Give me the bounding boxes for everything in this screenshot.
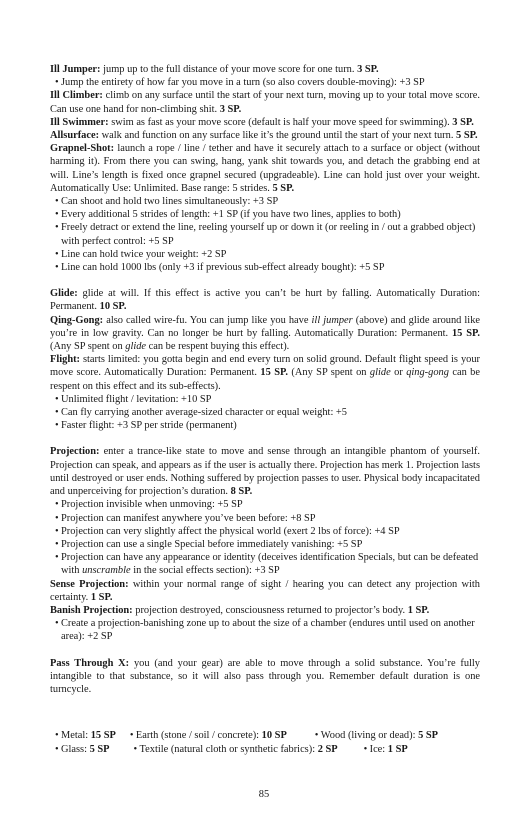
- bullet-text: Unlimited flight / levitation: +10 SP: [61, 393, 212, 405]
- material-option: [55, 729, 116, 742]
- effect-note: (Any SP spent on: [50, 341, 123, 353]
- sub-effect-bullet: [50, 393, 480, 406]
- material-name: Textile (natural cloth or synthetic fabrics):: [139, 744, 316, 755]
- materials-row-1: [50, 729, 485, 742]
- effect-title: Qing-Gong:: [50, 314, 104, 326]
- bullet-text: Projection can very slightly affect the physical world (exert 2 lbs of force): +4 SP: [61, 525, 400, 537]
- bullet-text: Projection can use a single Special before immediately vanishing: +5 SP: [61, 538, 363, 550]
- effect-entry: [50, 89, 480, 115]
- materials-row-2: [50, 743, 485, 756]
- material-cost: 2 SP: [317, 744, 338, 755]
- sub-effect-bullet: [50, 538, 480, 551]
- material-option: [315, 729, 438, 742]
- effect-reference: glide: [125, 341, 147, 353]
- bullet-text: Create a projection-banishing zone up to about the size of a chamber (endures until used on another area): +2 SP: [61, 618, 475, 643]
- effect-cost: 8 SP.: [230, 486, 253, 498]
- bullet-text: Faster flight: +3 SP per stride (permanent): [61, 420, 237, 432]
- page-number: 85: [258, 789, 270, 800]
- material-name: Ice:: [369, 744, 386, 755]
- bullet-text: Line can hold 1000 lbs (only +3 if previous sub-effect already bought): +5 SP: [61, 262, 385, 274]
- material-cost: 5 SP: [89, 744, 110, 755]
- effect-reference: ill jumper: [311, 314, 353, 326]
- section-gap: [50, 644, 480, 657]
- effect-note: or: [394, 367, 403, 379]
- sub-effect-bullet: [50, 221, 480, 247]
- bullet-text: Line can hold twice your weight: +2 SP: [61, 248, 227, 260]
- material-option: [55, 743, 110, 756]
- effect-description: walk and function on any surface like it’s the ground until the start of your next turn.: [101, 130, 454, 142]
- effect-description: enter a trance-like state to move and sense through an intangible phantom of yourself. Projection can speak, and appears as if the user is actually there. Projection has merk 1. Projection lasts until destroyed or user ends. Nothing suffered by projection passes to user. Physical body incapacitated and unperceiving for projection’s duration.: [50, 446, 480, 498]
- effect-description: projection destroyed, consciousness returned to projector’s body.: [135, 604, 406, 616]
- effect-entry: [50, 314, 480, 354]
- effect-title: Flight:: [50, 354, 81, 366]
- sub-effect-bullet: [50, 406, 480, 419]
- sub-effect-bullet: [50, 76, 480, 89]
- effect-cost: 3 SP.: [357, 64, 379, 75]
- effect-title: Ill Climber:: [50, 90, 103, 102]
- material-cost: 15 SP: [90, 730, 116, 741]
- sub-effect-bullet: [50, 261, 480, 274]
- effect-description: climb on any surface until the start of your next turn, moving up to your total move score. Can use one hand for non-climbing shit.: [50, 90, 480, 115]
- effect-entry: [50, 657, 480, 697]
- effect-entry: [50, 578, 480, 604]
- effect-entry: [50, 142, 480, 195]
- effect-title: Glide:: [50, 288, 78, 300]
- sub-effect-bullet: [50, 419, 480, 432]
- effect-entry: [50, 353, 480, 393]
- bullet-text: Can shoot and hold two lines simultaneously: +3 SP: [61, 196, 279, 208]
- sub-effect-bullet: [50, 617, 480, 643]
- bullet-text: Can fly carrying another average-sized character or equal weight: +5: [61, 407, 347, 419]
- sub-effect-bullet: [50, 551, 480, 577]
- effect-note: can be respent buying this effect).: [148, 341, 290, 353]
- section-gap: [50, 432, 480, 445]
- bullet-text: Projection invisible when unmoving: +5 SP: [61, 499, 243, 511]
- effect-description: starts limited: you gotta begin and end every turn on solid ground. Default flight speed is your move score. Automatically Duration: Permanent.: [50, 354, 480, 379]
- effect-description: swim as fast as your move score (default is half your move speed for swimming).: [111, 116, 450, 128]
- bullet-text: Jump the entirety of how far you move in a turn (so also covers double-moving): +3 SP: [61, 77, 425, 89]
- effect-description: (above) and glide around like you’re in low gravity. Can no longer be hurt by falling. Automatically Duration: Permanent.: [50, 314, 480, 339]
- effect-title: Sense Projection:: [50, 578, 129, 590]
- material-name: Earth (stone / soil / concrete):: [135, 730, 260, 741]
- effect-entry: [50, 604, 480, 617]
- material-name: Glass:: [61, 744, 87, 755]
- bullet-text: Every additional 5 strides of length: +1 SP (if you have two lines, applies to both): [61, 209, 401, 221]
- effect-cost: 15 SP.: [451, 327, 480, 339]
- effect-entry: [50, 445, 480, 498]
- effect-cost: 1 SP.: [90, 591, 113, 603]
- sub-effect-bullet: [50, 498, 480, 511]
- effect-note: (Any SP spent on: [291, 367, 367, 379]
- sub-effect-bullet: [50, 248, 480, 261]
- section-gap: [50, 274, 480, 287]
- bullet-italic-term: unscramble: [82, 565, 131, 577]
- material-cost: 5 SP: [418, 730, 439, 741]
- effect-cost: 15 SP.: [260, 367, 288, 379]
- material-option: [130, 729, 287, 742]
- effect-description: jump up to the full distance of your move score for one turn.: [103, 64, 355, 75]
- effect-description: you (and your gear) are able to move through a solid substance. You’re fully intangible to that substance, so it will also pass through you. Remember default duration is one turncycle.: [50, 657, 480, 695]
- effect-cost: 3 SP.: [219, 103, 242, 115]
- sub-effect-bullet: [50, 525, 480, 538]
- effect-title: Grapnel-Shot:: [50, 143, 115, 155]
- effect-cost: 3 SP.: [452, 116, 474, 128]
- sub-effect-bullet: [50, 208, 480, 221]
- effect-description: also called wire-fu. You can jump like you have: [106, 314, 309, 326]
- effect-entry: [50, 116, 480, 129]
- sub-effect-bullet: [50, 512, 480, 525]
- effect-title: Banish Projection:: [50, 604, 133, 616]
- bullet-text: Projection can have any appearance or identity (deceives identification Specials, but can be defeated with: [61, 552, 479, 577]
- material-name: Metal:: [61, 730, 89, 741]
- effect-entry: [50, 63, 480, 76]
- material-option: [134, 743, 338, 756]
- effect-title: Ill Jumper:: [50, 64, 101, 75]
- effect-description: glide at will. If this effect is active you can’t be hurt by falling. Automatically Duration: Permanent.: [50, 288, 480, 313]
- sub-effect-bullet: [50, 195, 480, 208]
- effect-cost: 1 SP.: [407, 604, 430, 616]
- material-name: Wood (living or dead):: [320, 730, 416, 741]
- effect-cost: 5 SP.: [456, 130, 478, 142]
- effect-reference: qing-gong: [406, 367, 449, 379]
- effect-cost: 5 SP.: [272, 182, 295, 194]
- page-body: [50, 63, 480, 696]
- material-cost: 10 SP: [261, 730, 287, 741]
- effect-note: can be respent on this effect and its sub-effects).: [50, 367, 480, 392]
- effect-title: Ill Swimmer:: [50, 116, 109, 128]
- effect-description: launch a rope / line / tether and have it securely attach to a surface or object (without harming it). From there you can swing, hang, yank shit towards you, and detach the grabbing end at will. Line’s length is fixed once grapnel secured (upgradeable). Line can hold just over your weight. Automatically Use: Unlimited. Base range: 5 strides.: [50, 143, 480, 194]
- material-option: [364, 743, 408, 756]
- effect-reference: glide: [369, 367, 391, 379]
- bullet-text: Projection can manifest anywhere you’ve been before: +8 SP: [61, 512, 316, 524]
- effect-title: Pass Through X:: [50, 657, 130, 669]
- bullet-text: in the social effects section): +3 SP: [133, 565, 280, 577]
- effect-title: Allsurface:: [50, 130, 100, 142]
- material-cost: 1 SP: [387, 744, 408, 755]
- bullet-text: Freely detract or extend the line, reeling yourself up or down it (or reeling in / out a grabbed object) with perfect control: +5 SP: [61, 222, 476, 247]
- effect-entry: [50, 287, 480, 313]
- effect-description: within your normal range of sight / hearing you can detect any projection with certainty.: [50, 578, 480, 603]
- effect-cost: 10 SP.: [99, 301, 127, 313]
- effect-entry: [50, 129, 480, 142]
- effect-title: Projection:: [50, 446, 100, 458]
